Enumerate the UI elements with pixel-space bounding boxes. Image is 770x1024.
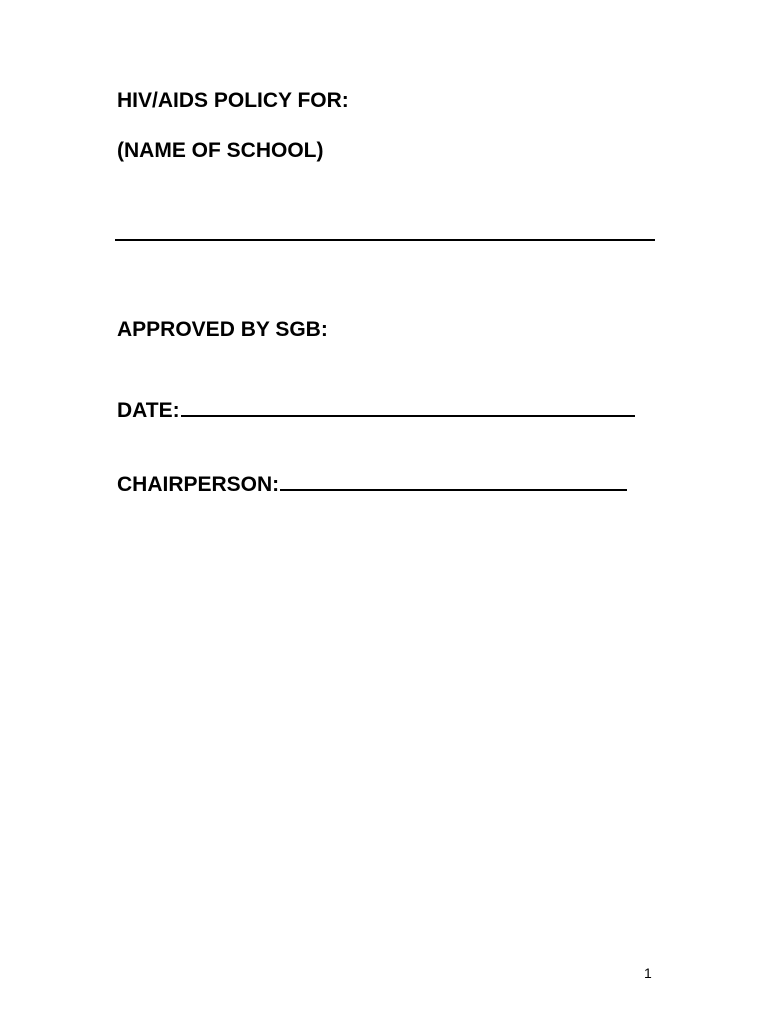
school-name-rule (115, 239, 655, 241)
date-blank-line (181, 396, 635, 417)
page-number: 1 (644, 965, 652, 981)
date-label: DATE: (117, 399, 180, 422)
chairperson-label: CHAIRPERSON: (117, 473, 280, 496)
policy-title: HIV/AIDS POLICY FOR: (117, 89, 349, 112)
date-field (117, 396, 635, 423)
chairperson-field (117, 470, 627, 497)
approved-by-label: APPROVED BY SGB: (117, 318, 328, 341)
school-name-placeholder: (NAME OF SCHOOL) (117, 139, 324, 162)
chairperson-blank-line (280, 470, 627, 491)
